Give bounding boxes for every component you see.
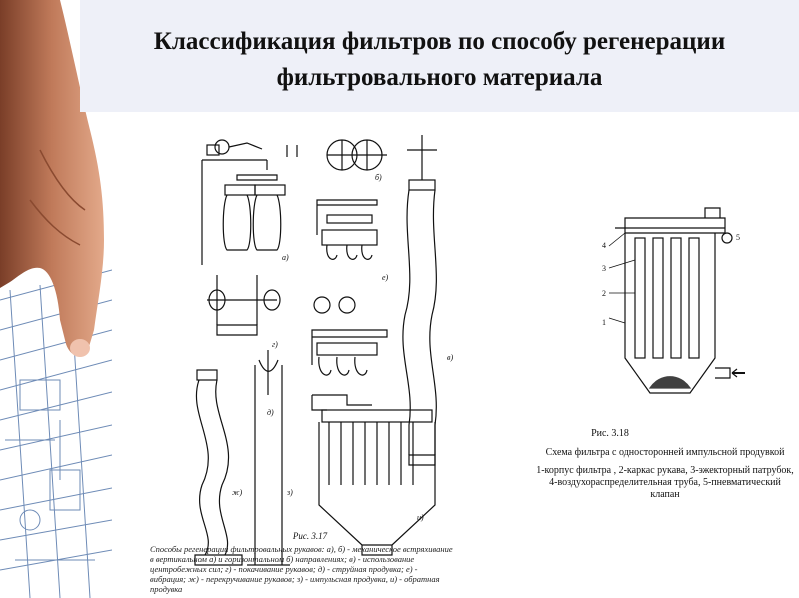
callout-4: 4 — [602, 241, 606, 250]
callout-3: 3 — [602, 264, 606, 273]
figure-318-legend: 1-корпус фильтра , 2-каркас рукава, 3-эжекторный патрубок, 4-воздухораспределительная труба, 5-пневматический клапан — [536, 465, 794, 500]
figure-3-17-drawing — [147, 125, 467, 598]
panel-zh-twisted — [195, 370, 242, 565]
panel-label-z: з) — [287, 488, 293, 497]
panel-label-zh: ж) — [232, 488, 243, 497]
figure-318-subtitle: Схема фильтра с односторонней импульсной продувкой — [545, 447, 785, 458]
panel-label-d: д) — [267, 408, 274, 417]
panel-label-v: в) — [447, 353, 454, 362]
figure-3-18-drawing — [595, 198, 755, 423]
panel-g-tube — [207, 275, 280, 335]
figure-318-description — [535, 447, 795, 501]
slide-title: Классификация фильтров по способу регенерации фильтровального материала — [153, 28, 726, 91]
panel-label-b: б) — [375, 173, 382, 182]
panel-label-g: г) — [272, 340, 278, 349]
panel-label-i: и) — [417, 513, 424, 522]
figure-317-caption: Рис. 3.17 — [292, 531, 328, 541]
panel-label-a: а) — [282, 253, 289, 262]
panel-label-e: е) — [382, 273, 389, 282]
callout-5: 5 — [736, 233, 740, 242]
figure-317-description: Способы регенерации фильтровальных рукавов: а), б) - механическое встряхивание в вертикальном а) и горизонтальном б) направлениях; в) - использование центробежных сил; г) - покачивание рукавов; д) - струйная продувка; е) - вибрация; ж) - перекручивание рукавов; з) - импульсная продувка, и) - обратная продувка — [150, 544, 453, 594]
panel-e-vibration — [312, 297, 387, 375]
callout-2: 2 — [602, 289, 606, 298]
callout-1: 1 — [602, 318, 606, 327]
panel-a-shaker — [202, 140, 297, 265]
figure-318-caption: Рис. 3.18 — [591, 428, 629, 439]
panel-b-wheels — [317, 140, 387, 259]
